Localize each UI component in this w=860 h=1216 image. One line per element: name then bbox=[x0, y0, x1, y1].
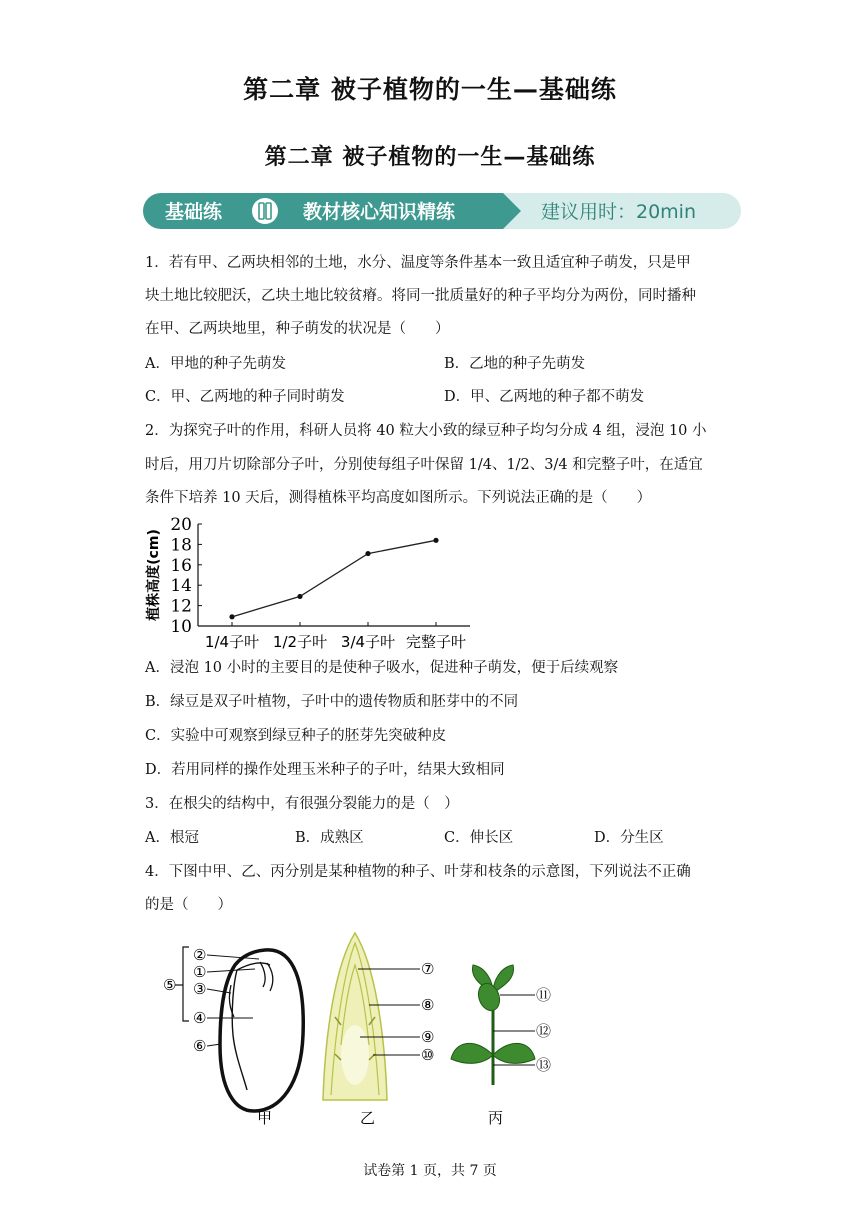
x-tick-label: 1/4子叶 bbox=[204, 633, 260, 651]
q2-option-a[interactable]: A．浸泡 10 小时的主要目的是使种子吸水，促进种子萌发，便于后续观察 bbox=[145, 660, 619, 676]
caption-yi: 乙 bbox=[360, 1109, 376, 1127]
page-footer: 试卷第 1 页，共 7 页 bbox=[363, 1163, 497, 1179]
banner-left-label: 基础练 bbox=[165, 201, 223, 223]
branch-label-13: ⑬ bbox=[536, 1056, 552, 1074]
page-title: 第二章 被子植物的一生—基础练 bbox=[243, 75, 617, 104]
banner-right-label: 建议用时：20min bbox=[541, 201, 697, 223]
seed-label-4: ④ bbox=[193, 1009, 207, 1027]
data-point bbox=[433, 538, 438, 543]
q2-option-d[interactable]: D．若用同样的操作处理玉米种子的子叶，结果大致相同 bbox=[145, 762, 505, 778]
q3-option-d[interactable]: D．分生区 bbox=[594, 830, 664, 846]
series-line bbox=[232, 540, 436, 617]
plant-structure-figure bbox=[155, 925, 575, 1130]
caption-jia: 甲 bbox=[257, 1109, 273, 1127]
bud-label-7: ⑦ bbox=[421, 960, 435, 978]
y-tick-label: 10 bbox=[170, 617, 192, 637]
q1-option-a[interactable]: A．甲地的种子先萌发 bbox=[145, 356, 286, 372]
q2-line-1: 2．为探究子叶的作用，科研人员将 40 粒大小致的绿豆种子均匀分成 4 组，浸泡 10 小 bbox=[145, 423, 707, 439]
branch-diagram bbox=[451, 965, 551, 1127]
q2-line-2: 时后，用刀片切除部分子叶，分别使每组子叶保留 1/4、1/2、3/4 和完整子叶，在适宜 bbox=[145, 457, 703, 473]
y-tick-label: 14 bbox=[170, 576, 192, 597]
book-icon-circle bbox=[252, 198, 278, 224]
plant-height-chart bbox=[140, 514, 480, 654]
q1-line-1: 1．若有甲、乙两块相邻的土地，水分、温度等条件基本一致且适宜种子萌发，只是甲 bbox=[145, 255, 691, 271]
y-tick-label: 18 bbox=[170, 535, 192, 556]
bud-axis bbox=[341, 1025, 369, 1085]
section-banner bbox=[143, 193, 741, 229]
data-point bbox=[229, 614, 234, 619]
page-subtitle: 第二章 被子植物的一生—基础练 bbox=[264, 145, 596, 170]
q1-option-d[interactable]: D．甲、乙两地的种子都不萌发 bbox=[444, 389, 645, 405]
q1-option-b[interactable]: B．乙地的种子先萌发 bbox=[444, 356, 586, 372]
q3-line: 3．在根尖的结构中，有很强分裂能力的是（ ） bbox=[145, 796, 459, 812]
seed-label-5: ⑤ bbox=[163, 976, 177, 994]
y-tick-label: 12 bbox=[170, 596, 192, 617]
bud-label-9: ⑨ bbox=[421, 1028, 435, 1046]
data-point bbox=[365, 551, 370, 556]
seed-plumule bbox=[260, 962, 273, 991]
y-tick-label: 16 bbox=[170, 555, 192, 576]
caption-bing: 丙 bbox=[488, 1109, 504, 1127]
branch-label-12: ⑫ bbox=[536, 1022, 552, 1040]
seed-label-1: ① bbox=[193, 963, 207, 981]
q1-option-c[interactable]: C．甲、乙两地的种子同时萌发 bbox=[145, 389, 345, 405]
q1-line-3: 在甲、乙两块地里，种子萌发的状况是（ ） bbox=[145, 321, 450, 337]
branch-label-11: ⑪ bbox=[536, 986, 552, 1004]
x-tick-label: 1/2子叶 bbox=[272, 633, 328, 651]
banner-middle-label: 教材核心知识精练 bbox=[303, 201, 456, 223]
q3-option-b[interactable]: B．成熟区 bbox=[295, 830, 364, 846]
q2-option-b[interactable]: B．绿豆是双子叶植物，子叶中的遗传物质和胚芽中的不同 bbox=[145, 694, 519, 710]
bud-label-8: ⑧ bbox=[421, 996, 435, 1014]
data-point bbox=[297, 594, 302, 599]
bud-diagram bbox=[323, 933, 434, 1127]
seed-label-6: ⑥ bbox=[193, 1037, 207, 1055]
q1-line-2: 块土地比较肥沃，乙块土地比较贫瘠。将同一批质量好的种子平均分为两份，同时播种 bbox=[145, 288, 696, 304]
q3-option-c[interactable]: C．伸长区 bbox=[444, 830, 514, 846]
bud-label-10: ⑩ bbox=[421, 1046, 435, 1064]
q4-line-2: 的是（ ） bbox=[145, 897, 232, 913]
seed-diagram bbox=[163, 946, 303, 1127]
x-tick-label: 完整子叶 bbox=[405, 633, 467, 651]
seed-label-2: ② bbox=[193, 946, 207, 964]
q3-option-a[interactable]: A．根冠 bbox=[145, 830, 199, 846]
seed-label-3: ③ bbox=[193, 980, 207, 998]
y-tick-label: 20 bbox=[170, 515, 192, 535]
y-axis-label: 植株高度(cm) bbox=[146, 529, 162, 621]
x-tick-label: 3/4子叶 bbox=[340, 633, 396, 651]
q4-line-1: 4．下图中甲、乙、丙分别是某种植物的种子、叶芽和枝条的示意图，下列说法不正确 bbox=[145, 864, 691, 880]
q2-option-c[interactable]: C．实验中可观察到绿豆种子的胚芽先突破种皮 bbox=[145, 728, 447, 744]
seed-bracket bbox=[183, 947, 189, 1021]
q2-line-3: 条件下培养 10 天后，测得植株平均高度如图所示。下列说法正确的是（ ） bbox=[145, 490, 652, 506]
